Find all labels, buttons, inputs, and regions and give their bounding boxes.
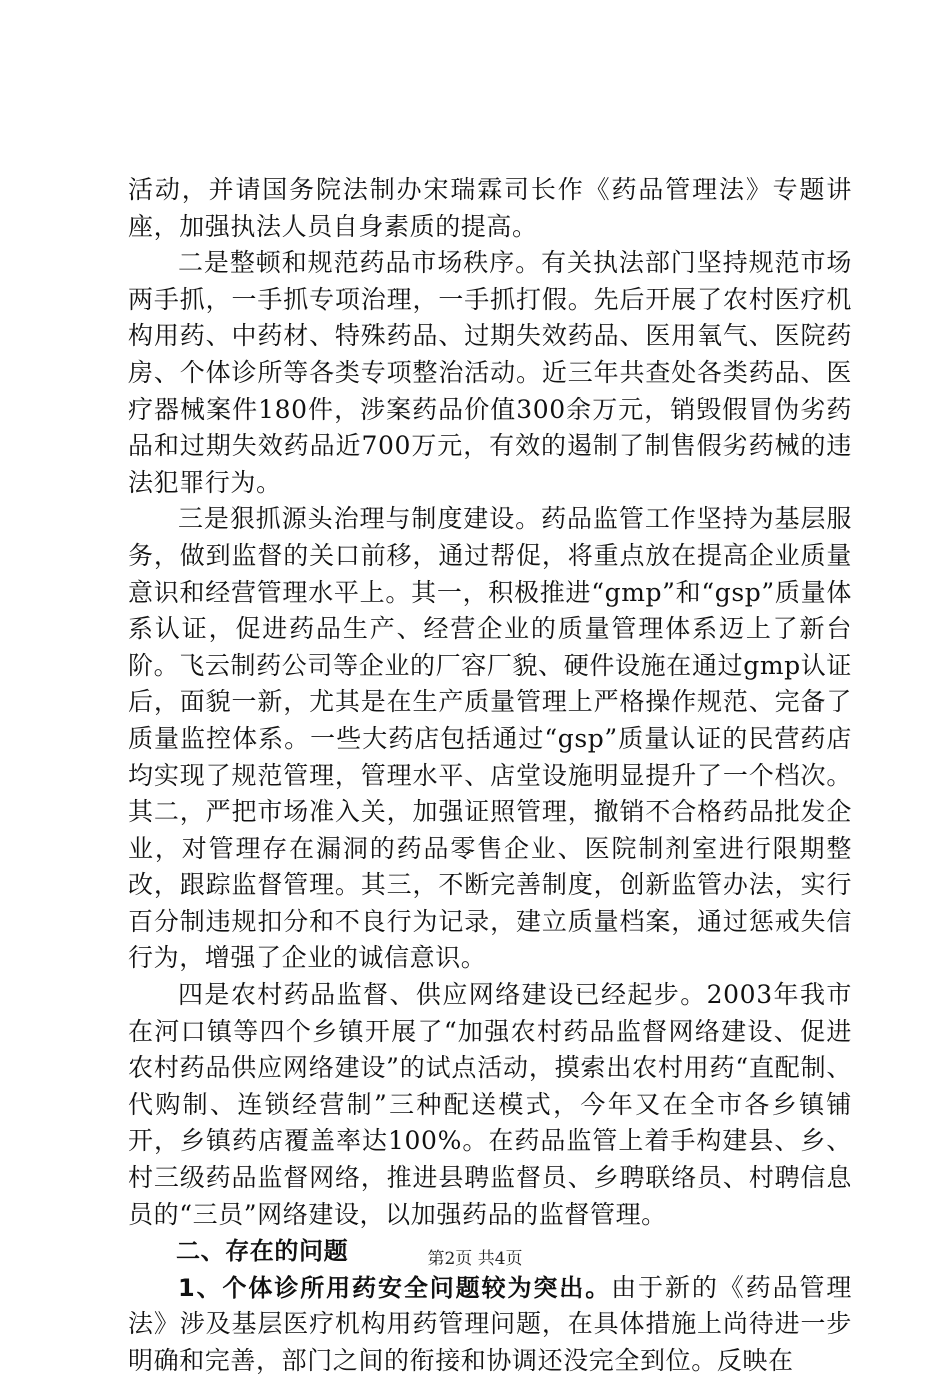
paragraph-source-governance: 三是狠抓源头治理与制度建设。药品监管工作坚持为基层服务，做到监督的关口前移，通过帮促，将重点放在提高企业质量意识和经营管理水平上。其一，积极推进“gmp”和“gsp”质量体系认证，促进药品生产、经营企业的质量管理体系迈上了新台阶。飞云制药公司等企业的厂容厂貌、硬件设施在通过gmp认证后，面貌一新，尤其是在生产质量管理上严格操作规范、完备了质量监控体系。一些大药店包括通过“gsp”质量认证的民营药店均实现了规范管理，管理水平、店堂设施明显提升了一个档次。其二，严把市场准入关，加强证照管理，撤销不合格药品批发企业，对管理存在漏洞的药品零售企业、医院制剂室进行限期整改，跟踪监督管理。其三，不断完善制度，创新监管办法，实行百分制违规扣分和不良行为记录，建立质量档案，通过惩戒失信行为，增强了企业的诚信意识。 xyxy=(128,504,852,973)
paragraph-market-order: 二是整顿和规范药品市场秩序。有关执法部门坚持规范市场两手抓，一手抓专项治理，一手抓打假。先后开展了农村医疗机构用药、中药材、特殊药品、过期失效药品、医用氧气、医院药房、个体诊所等各类专项整治活动。近三年共查处各类药品、医疗器械案件180件，涉案药品价值300余万元，销毁假冒伪劣药品和过期失效药品近700万元，有效的遏制了制售假劣药械的违法犯罪行为。 xyxy=(128,248,852,497)
paragraph-rural-network: 四是农村药品监督、供应网络建设已经起步。2003年我市在河口镇等四个乡镇开展了“加强农村药品监督网络建设、促进农村药品供应网络建设”的试点活动，摸索出农村用药“直配制、代购制、连锁经营制”三种配送模式，今年又在全市各乡镇铺开，乡镇药店覆盖率达100%。在药品监管上着手构建县、乡、村三级药品监督网络，推进县聘监督员、乡聘联络员、村聘信息员的“三员”网络建设，以加强药品的监督管理。 xyxy=(128,980,852,1229)
section-heading-problems: 二、存在的问题 xyxy=(176,1237,349,1266)
problem-1-text: 由于新的《药品管理法》涉及基层医疗机构用药管理问题，在具体措施上尚待进一步明确和完善，部门之间的衔接和协调还没完全到位。反映在 xyxy=(128,1272,853,1375)
paragraph-problem-1 xyxy=(128,1270,852,1380)
paragraph-continuation: 活动，并请国务院法制办宋瑞霖司长作《药品管理法》专题讲座，加强执法人员自身素质的提高。 xyxy=(128,175,852,241)
problem-1-lead: 1、个体诊所用药安全问题较为突出。 xyxy=(178,1273,612,1302)
page-number-footer: 第2页 共4页 xyxy=(427,1249,523,1269)
document-body xyxy=(128,172,852,1380)
